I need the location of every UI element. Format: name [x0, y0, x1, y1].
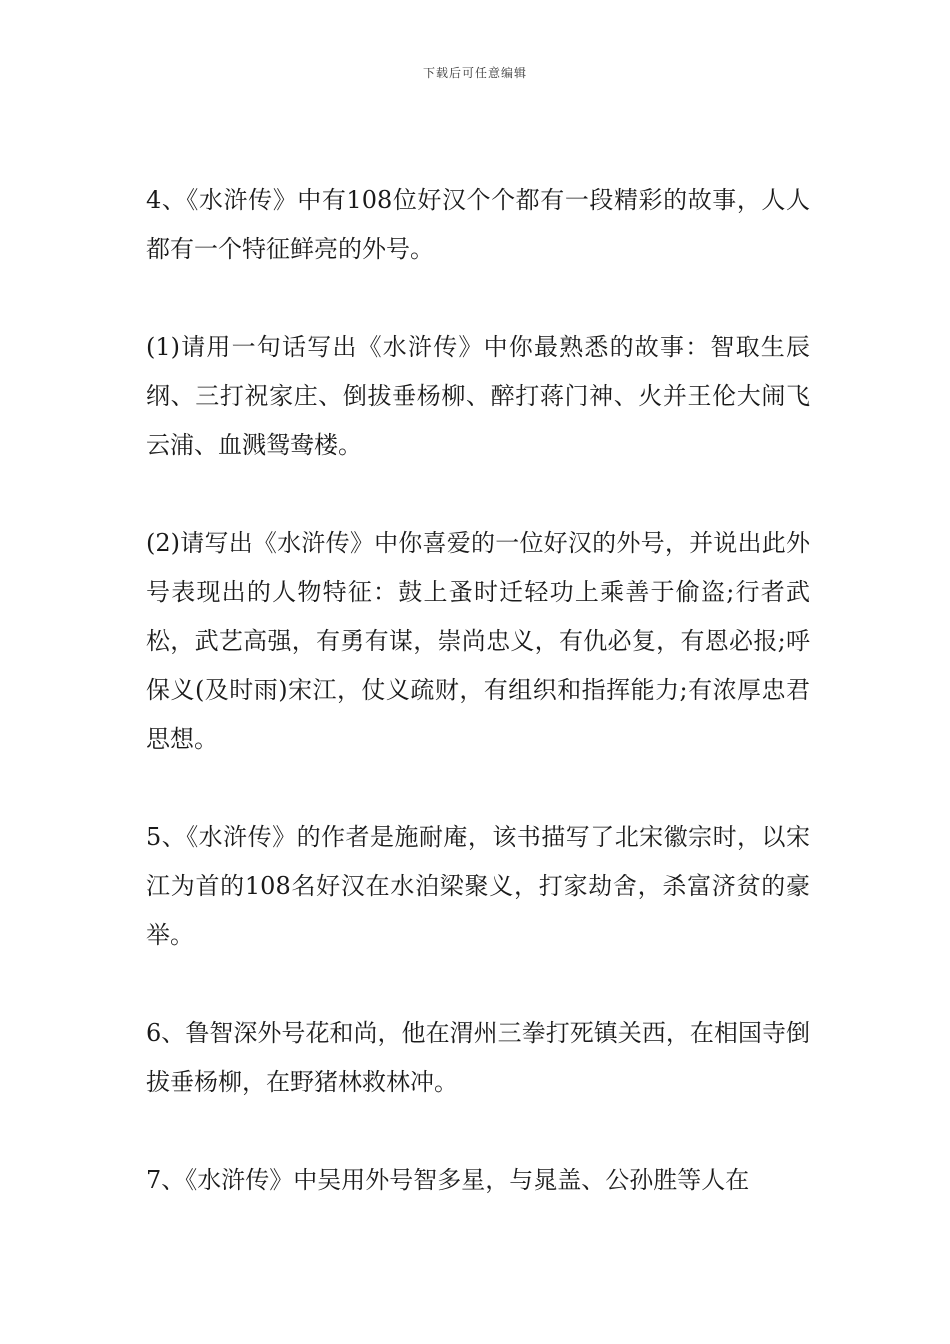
paragraph-item-4-1: (1)请用一句话写出《水浒传》中你最熟悉的故事：智取生辰纲、三打祝家庄、倒拔垂杨柳、醉打蒋门神、火并王伦大闹飞云浦、血溅鸳鸯楼。 — [146, 333, 810, 459]
paragraph-item-6: 6、鲁智深外号花和尚，他在渭州三拳打死镇关西，在相国寺倒拔垂杨柳，在野猪林救林冲。 — [146, 1019, 810, 1096]
paragraph-item-4: 4、《水浒传》中有108位好汉个个都有一段精彩的故事，人人都有一个特征鲜亮的外号。 — [146, 186, 810, 263]
paragraph-item-4-2: (2)请写出《水浒传》中你喜爱的一位好汉的外号，并说出此外号表现出的人物特征：鼓上蚤时迁轻功上乘善于偷盗;行者武松，武艺高强，有勇有谋，崇尚忠义，有仇必复，有恩必报;呼保义(及时雨)宋江，仗义疏财，有组织和指挥能力;有浓厚忠君思想。 — [146, 529, 810, 753]
page-header: 下载后可任意编辑 — [422, 66, 527, 80]
paragraph-item-5: 5、《水浒传》的作者是施耐庵，该书描写了北宋徽宗时，以宋江为首的108名好汉在水泊梁聚义，打家劫舍，杀富济贫的豪举。 — [146, 823, 810, 949]
document-body — [146, 176, 810, 1205]
paragraph-item-7: 7、《水浒传》中吴用外号智多星，与晁盖、公孙胜等人在 — [146, 1166, 750, 1194]
